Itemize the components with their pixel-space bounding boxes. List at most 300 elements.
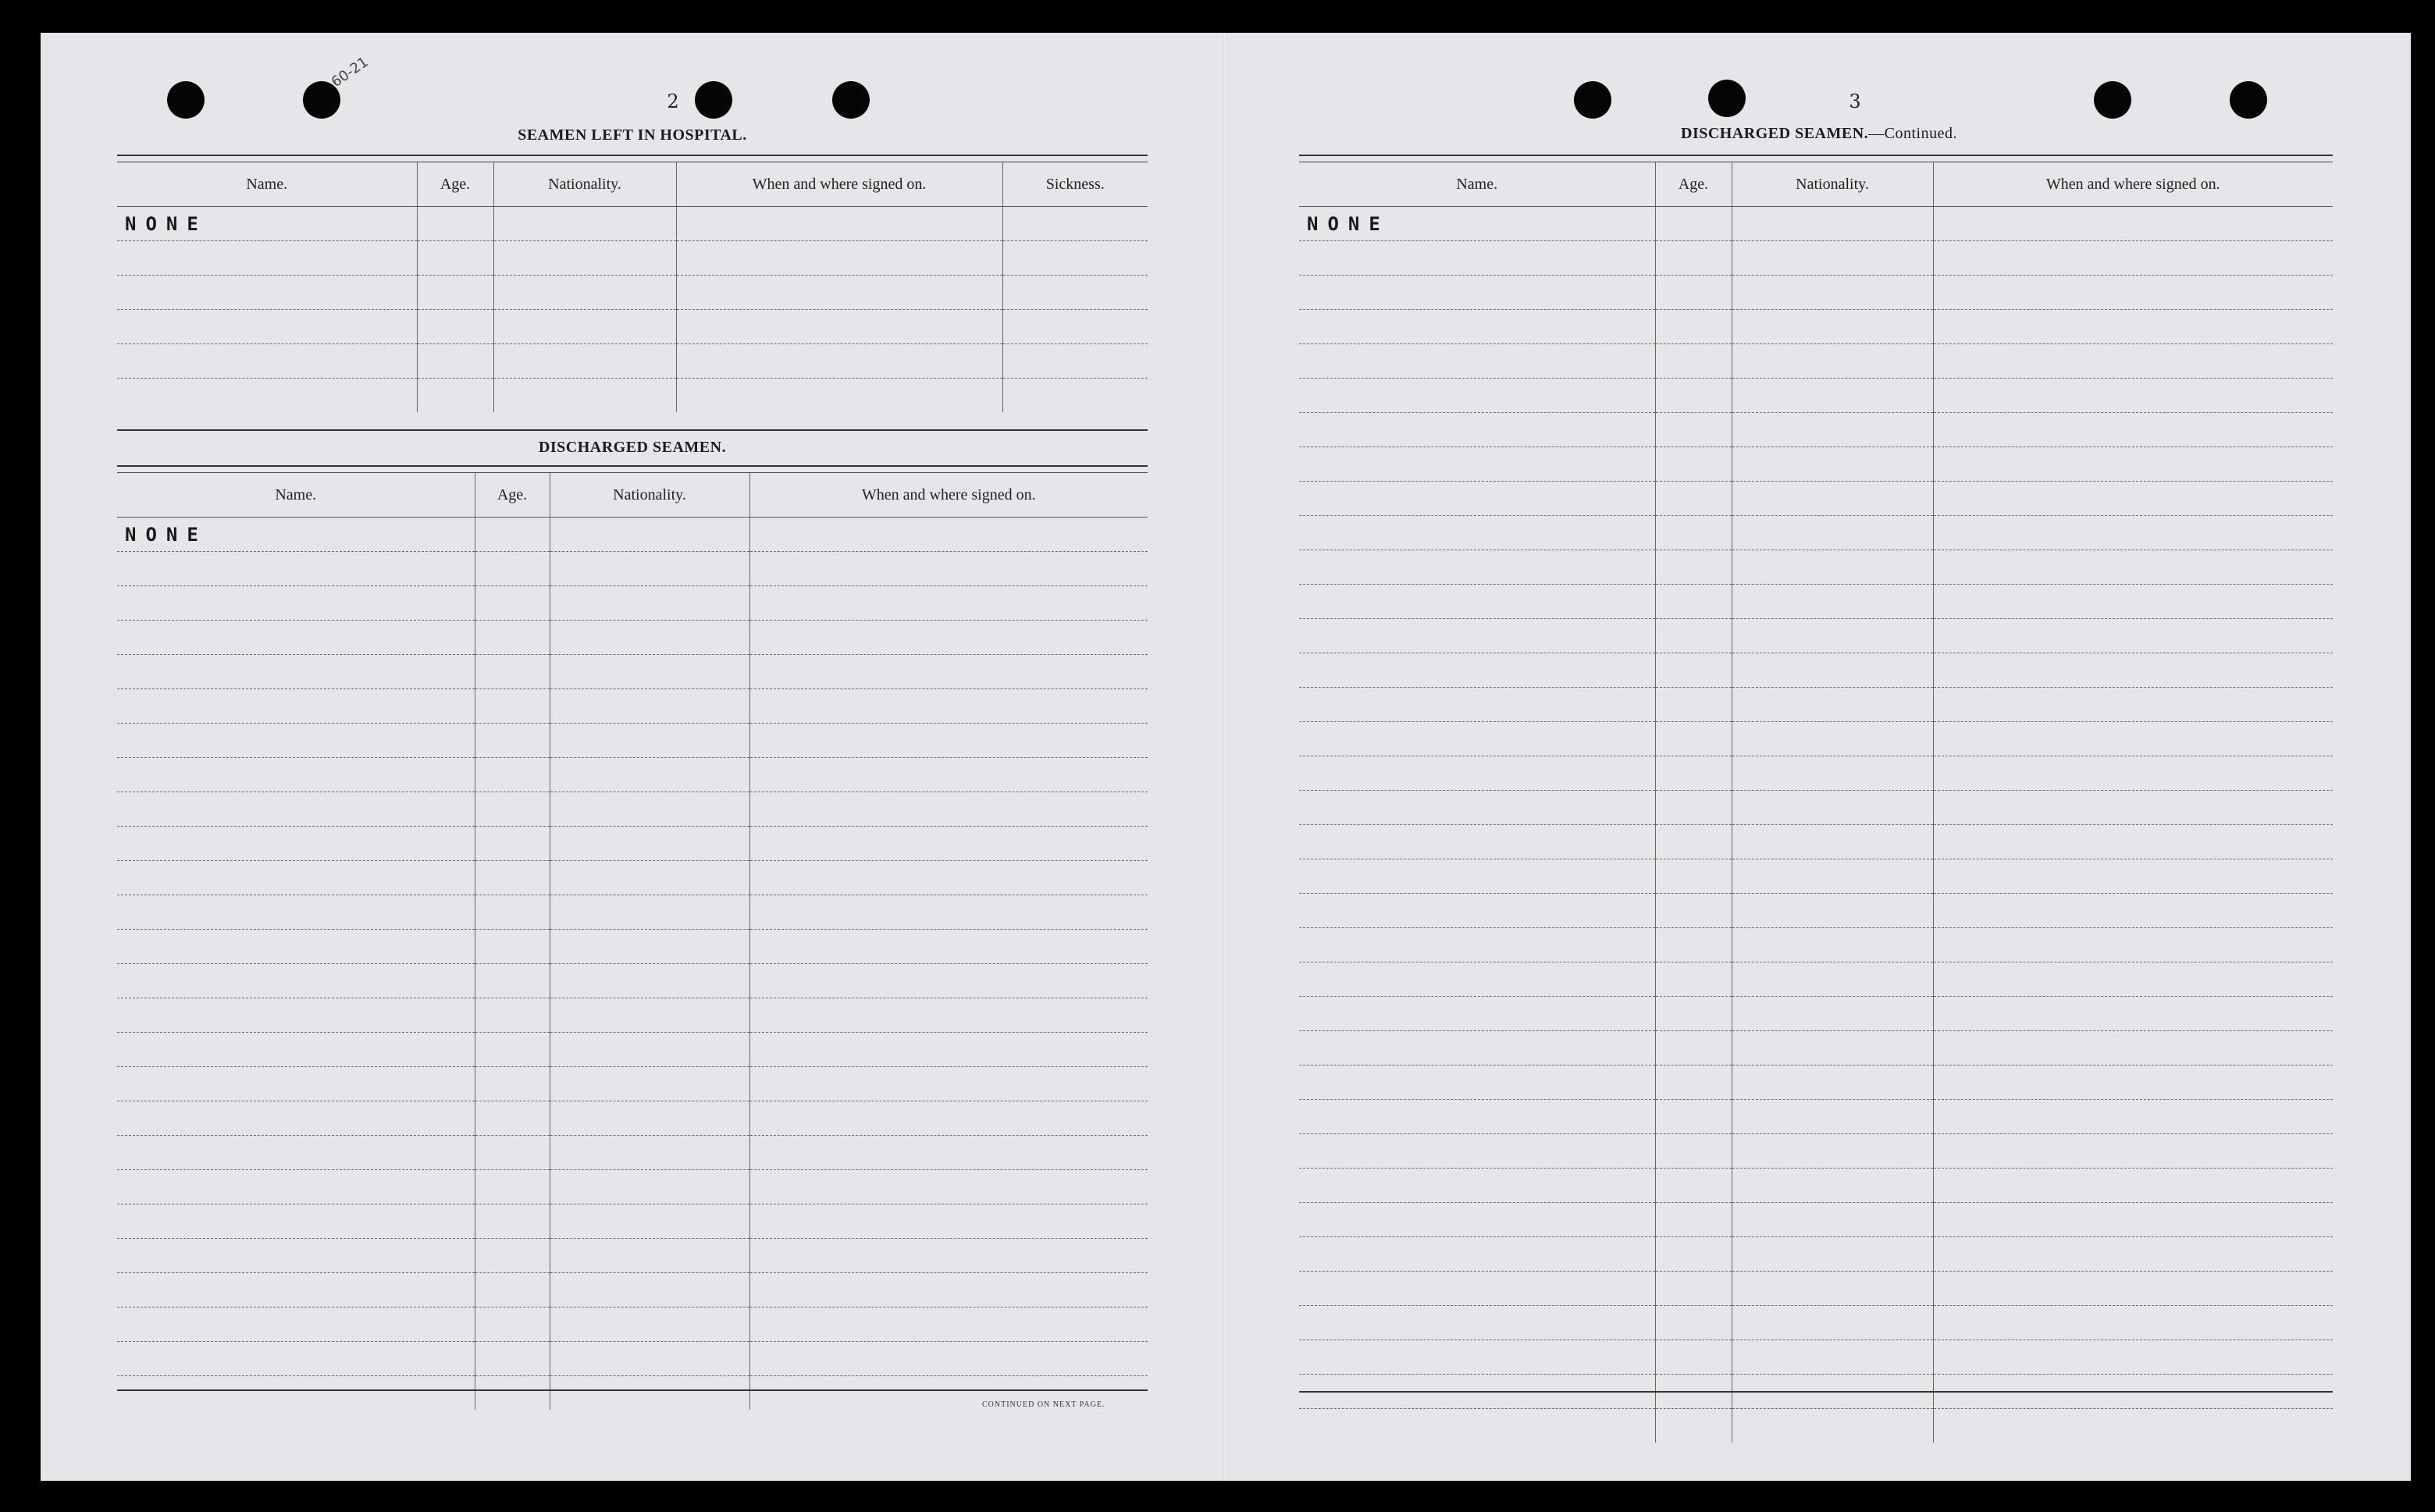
- table-cell: [493, 276, 676, 310]
- table-cell: [676, 379, 1002, 413]
- table-cell: [749, 964, 1148, 998]
- table-cell: [749, 1033, 1148, 1067]
- section-rule: [117, 155, 1148, 162]
- table-cell: [1732, 207, 1933, 241]
- table-cell: [1732, 516, 1933, 550]
- table-row: [1299, 1272, 2333, 1306]
- table-cell: [1655, 1066, 1732, 1100]
- table-cell: [117, 1136, 475, 1170]
- page-number: 3: [1849, 91, 1861, 112]
- table-cell: [1299, 722, 1655, 756]
- table-cell: [550, 827, 749, 861]
- table-cell: [749, 1204, 1148, 1239]
- table-row: [1299, 516, 2333, 550]
- table-row: [1299, 688, 2333, 722]
- table-row: [1299, 756, 2333, 791]
- table-cell: [1933, 241, 2333, 276]
- table-cell: [1732, 1031, 1933, 1066]
- table-cell: [117, 861, 475, 895]
- table-cell: [1655, 1169, 1732, 1203]
- table-cell: [550, 964, 749, 998]
- table-row: [1299, 928, 2333, 962]
- table-row: [117, 1170, 1148, 1204]
- table-cell: [117, 586, 475, 621]
- table-cell: [1655, 585, 1732, 619]
- table-cell: [1933, 1134, 2333, 1169]
- table-row: [1299, 482, 2333, 516]
- table-row: [117, 998, 1148, 1033]
- table-cell: [749, 792, 1148, 827]
- table-cell: [1299, 585, 1655, 619]
- table-cell: [1933, 585, 2333, 619]
- table-row: [117, 344, 1148, 379]
- table-cell: [1299, 791, 1655, 825]
- table-cell: [475, 1307, 550, 1342]
- table-row: [117, 895, 1148, 930]
- table-cell: [1299, 1409, 1655, 1443]
- section-rule: [117, 465, 1148, 473]
- table-cell: [1655, 962, 1732, 997]
- table-cell: [117, 1204, 475, 1239]
- table-cell: [749, 895, 1148, 930]
- table-cell: [749, 998, 1148, 1033]
- column-header-name: Name.: [1299, 162, 1655, 207]
- hospital-section-title: SEAMEN LEFT IN HOSPITAL.: [518, 126, 747, 144]
- column-header-age: Age.: [1655, 162, 1732, 207]
- table-cell: [1933, 859, 2333, 894]
- table-cell: [749, 827, 1148, 861]
- table-cell: [475, 1204, 550, 1239]
- table-row: [117, 518, 1148, 552]
- table-cell: [1933, 516, 2333, 550]
- table-cell: [417, 344, 493, 379]
- table-row: [117, 1067, 1148, 1101]
- table-cell: [1299, 1272, 1655, 1306]
- table-cell: [550, 758, 749, 792]
- continued-note: CONTINUED ON NEXT PAGE.: [982, 1400, 1105, 1409]
- table-cell: [749, 1342, 1148, 1376]
- table-row: [117, 689, 1148, 724]
- table-cell: [550, 861, 749, 895]
- table-cell: [1655, 447, 1732, 482]
- table-cell: [1655, 722, 1732, 756]
- table-cell: [550, 1307, 749, 1342]
- table-cell: [550, 895, 749, 930]
- table-row: [1299, 1169, 2333, 1203]
- table-row: [1299, 1203, 2333, 1237]
- table-cell: [1655, 550, 1732, 585]
- table-row: [1299, 962, 2333, 997]
- table-cell: [1732, 619, 1933, 653]
- table-cell: [1299, 1066, 1655, 1100]
- table-cell: [1732, 1237, 1933, 1272]
- table-cell: [475, 964, 550, 998]
- table-cell: [1732, 447, 1933, 482]
- table-cell: [117, 1273, 475, 1307]
- table-cell: [1655, 619, 1732, 653]
- table-cell: [117, 689, 475, 724]
- table-cell: [1655, 241, 1732, 276]
- table-cell: [1655, 791, 1732, 825]
- table-cell: [493, 207, 676, 241]
- table-cell: [1299, 550, 1655, 585]
- table-cell: [749, 1136, 1148, 1170]
- table-cell: [1655, 1306, 1732, 1340]
- table-cell: [1933, 1409, 2333, 1443]
- table-row: [1299, 550, 2333, 585]
- table-cell: [1933, 1203, 2333, 1237]
- table-cell: [475, 758, 550, 792]
- table-row: [1299, 1237, 2333, 1272]
- table-cell: [1933, 379, 2333, 413]
- table-cell: [117, 621, 475, 655]
- discharged-continued-title: [1299, 125, 2333, 143]
- table-row: [1299, 722, 2333, 756]
- table-row: [1299, 276, 2333, 310]
- table-cell: [117, 344, 417, 379]
- table-cell: [117, 1033, 475, 1067]
- table-cell: [1002, 344, 1148, 379]
- table-cell: [1655, 207, 1732, 241]
- table-row: [117, 1342, 1148, 1376]
- left-page: [117, 33, 1148, 1481]
- table-cell: [1732, 1169, 1933, 1203]
- table-cell: [749, 758, 1148, 792]
- table-cell: [1933, 207, 2333, 241]
- table-row: [1299, 241, 2333, 276]
- table-cell: [550, 1376, 749, 1411]
- table-cell: [550, 1342, 749, 1376]
- table-cell: [1933, 997, 2333, 1031]
- table-cell: [1732, 653, 1933, 688]
- table-cell: [493, 379, 676, 413]
- table-cell: [676, 310, 1002, 344]
- table-cell: [1732, 1306, 1933, 1340]
- table-cell: [550, 518, 749, 552]
- table-cell: [676, 276, 1002, 310]
- discharged-continued-table: [1299, 162, 2333, 1443]
- table-cell: [1732, 1409, 1933, 1443]
- table-cell: [1655, 1409, 1732, 1443]
- table-cell: [475, 861, 550, 895]
- table-cell: [475, 621, 550, 655]
- column-header-signed-on: When and where signed on.: [676, 162, 1002, 207]
- table-cell: [1732, 1066, 1933, 1100]
- table-cell: [117, 379, 417, 413]
- table-cell: [1732, 1272, 1933, 1306]
- table-row: [117, 1101, 1148, 1136]
- table-row: [1299, 997, 2333, 1031]
- table-cell: [1655, 344, 1732, 379]
- table-cell: [475, 930, 550, 964]
- column-header-name: Name.: [117, 473, 475, 518]
- table-cell: [1732, 928, 1933, 962]
- table-cell: [1655, 379, 1732, 413]
- table-row: [1299, 1409, 2333, 1443]
- table-cell: [475, 827, 550, 861]
- table-cell: [1655, 756, 1732, 791]
- table-cell: [749, 1101, 1148, 1136]
- column-header-signed-on: When and where signed on.: [749, 473, 1148, 518]
- table-cell: [1002, 276, 1148, 310]
- table-cell: [1933, 550, 2333, 585]
- table-cell: [1933, 1237, 2333, 1272]
- table-cell: [1655, 482, 1732, 516]
- title-continued: —Continued.: [1868, 125, 1957, 142]
- table-cell: [1933, 722, 2333, 756]
- table-cell: [1655, 894, 1732, 928]
- table-cell: [1299, 1340, 1655, 1375]
- table-cell: [1933, 1272, 2333, 1306]
- page-number: 2: [667, 91, 679, 112]
- table-cell: [550, 586, 749, 621]
- table-cell: [417, 379, 493, 413]
- table-cell: [1933, 688, 2333, 722]
- table-cell: [1933, 310, 2333, 344]
- table-row: [117, 930, 1148, 964]
- table-row: [1299, 413, 2333, 447]
- table-cell: [550, 1273, 749, 1307]
- table-row: [117, 655, 1148, 689]
- table-cell: [1732, 241, 1933, 276]
- table-cell: [117, 655, 475, 689]
- table-cell: [1655, 1340, 1732, 1375]
- table-cell: [1299, 619, 1655, 653]
- table-row: [1299, 894, 2333, 928]
- table-cell: [1655, 688, 1732, 722]
- typed-entry: NONE: [1299, 207, 1655, 241]
- table-row: [117, 621, 1148, 655]
- table-cell: [749, 621, 1148, 655]
- table-cell: [117, 276, 417, 310]
- table-cell: [1933, 619, 2333, 653]
- handwritten-annotation: 60-21: [328, 53, 372, 91]
- table-row: [117, 1239, 1148, 1273]
- table-cell: [1299, 825, 1655, 859]
- table-cell: [1732, 482, 1933, 516]
- table-cell: [1655, 413, 1732, 447]
- table-cell: [417, 276, 493, 310]
- table-cell: [550, 1067, 749, 1101]
- table-row: [1299, 344, 2333, 379]
- table-cell: [1299, 859, 1655, 894]
- table-cell: [749, 518, 1148, 552]
- table-cell: [117, 1239, 475, 1273]
- table-row: [117, 964, 1148, 998]
- table-cell: [475, 895, 550, 930]
- table-cell: [1002, 379, 1148, 413]
- table-cell: [117, 792, 475, 827]
- column-header-sickness: Sickness.: [1002, 162, 1148, 207]
- table-cell: [1299, 516, 1655, 550]
- table-cell: [1655, 1100, 1732, 1134]
- table-cell: [1299, 447, 1655, 482]
- table-cell: [1655, 928, 1732, 962]
- table-cell: [1732, 1203, 1933, 1237]
- table-cell: [1299, 928, 1655, 962]
- table-cell: [1002, 310, 1148, 344]
- table-cell: [1299, 344, 1655, 379]
- table-cell: [1732, 722, 1933, 756]
- table-cell: [1655, 653, 1732, 688]
- table-cell: [1655, 1203, 1732, 1237]
- table-cell: [1655, 859, 1732, 894]
- table-cell: [676, 207, 1002, 241]
- table-cell: [1299, 276, 1655, 310]
- table-row: [117, 552, 1148, 586]
- table-cell: [417, 241, 493, 276]
- table-cell: [749, 1067, 1148, 1101]
- table-row: [1299, 585, 2333, 619]
- table-cell: [550, 689, 749, 724]
- table-row: [117, 1273, 1148, 1307]
- table-row: [117, 1204, 1148, 1239]
- right-page: [1299, 33, 2333, 1481]
- table-cell: [117, 1101, 475, 1136]
- column-header-signed-on: When and where signed on.: [1933, 162, 2333, 207]
- table-row: [1299, 1340, 2333, 1375]
- table-cell: [117, 1307, 475, 1342]
- table-row: [117, 276, 1148, 310]
- table-row: [1299, 859, 2333, 894]
- table-cell: [475, 655, 550, 689]
- table-cell: [550, 1204, 749, 1239]
- table-cell: [1732, 962, 1933, 997]
- table-cell: [1732, 310, 1933, 344]
- table-cell: [117, 998, 475, 1033]
- table-cell: [117, 241, 417, 276]
- table-row: [117, 1307, 1148, 1342]
- table-cell: [475, 1239, 550, 1273]
- table-cell: [1655, 997, 1732, 1031]
- table-cell: [1299, 756, 1655, 791]
- table-row: [1299, 1134, 2333, 1169]
- title-text: DISCHARGED SEAMEN.: [1681, 125, 1869, 142]
- table-cell: [749, 586, 1148, 621]
- table-cell: [475, 1342, 550, 1376]
- table-row: [1299, 310, 2333, 344]
- table-cell: [1655, 310, 1732, 344]
- table-row: [117, 1136, 1148, 1170]
- table-cell: [1655, 1237, 1732, 1272]
- table-row: [1299, 619, 2333, 653]
- table-row: [117, 724, 1148, 758]
- table-cell: [550, 1136, 749, 1170]
- table-cell: [117, 827, 475, 861]
- table-cell: [475, 518, 550, 552]
- table-cell: [1933, 344, 2333, 379]
- table-row: [117, 792, 1148, 827]
- discharged-table: [117, 473, 1148, 1410]
- table-cell: [1732, 550, 1933, 585]
- table-cell: [1299, 1134, 1655, 1169]
- table-cell: [475, 792, 550, 827]
- table-cell: [1732, 894, 1933, 928]
- table-row: [117, 827, 1148, 861]
- table-cell: [1655, 1134, 1732, 1169]
- table-cell: [1299, 1031, 1655, 1066]
- table-cell: [1655, 276, 1732, 310]
- table-cell: [1933, 1340, 2333, 1375]
- table-row: [1299, 825, 2333, 859]
- table-cell: [475, 1033, 550, 1067]
- table-cell: [117, 930, 475, 964]
- table-cell: [1732, 344, 1933, 379]
- table-row: [117, 1033, 1148, 1067]
- table-cell: [117, 1170, 475, 1204]
- table-row: [1299, 1066, 2333, 1100]
- table-cell: [1655, 1272, 1732, 1306]
- table-cell: [1299, 413, 1655, 447]
- table-cell: [117, 964, 475, 998]
- table-cell: [1299, 310, 1655, 344]
- table-cell: [1933, 1169, 2333, 1203]
- table-cell: [749, 1239, 1148, 1273]
- table-cell: [1299, 688, 1655, 722]
- hospital-table: [117, 162, 1148, 412]
- section-rule: [1299, 1391, 2333, 1393]
- table-cell: [1299, 1237, 1655, 1272]
- column-header-nationality: Nationality.: [1732, 162, 1933, 207]
- table-cell: [417, 207, 493, 241]
- table-cell: [1299, 1306, 1655, 1340]
- column-header-nationality: Nationality.: [493, 162, 676, 207]
- table-cell: [1655, 1031, 1732, 1066]
- table-cell: [1655, 825, 1732, 859]
- table-row: [117, 758, 1148, 792]
- table-cell: [1299, 962, 1655, 997]
- table-cell: [1732, 1134, 1933, 1169]
- table-cell: [550, 930, 749, 964]
- table-cell: [550, 655, 749, 689]
- column-header-nationality: Nationality.: [550, 473, 749, 518]
- table-cell: [550, 1033, 749, 1067]
- table-cell: [475, 689, 550, 724]
- section-rule: [1299, 155, 2333, 162]
- section-rule: [117, 1389, 1148, 1391]
- discharged-section-title: DISCHARGED SEAMEN.: [538, 439, 727, 456]
- table-cell: [117, 552, 475, 586]
- table-cell: [1299, 653, 1655, 688]
- table-cell: [1933, 1100, 2333, 1134]
- table-cell: [1732, 997, 1933, 1031]
- table-cell: [550, 552, 749, 586]
- table-cell: [1299, 997, 1655, 1031]
- table-cell: [749, 724, 1148, 758]
- table-cell: [1299, 1100, 1655, 1134]
- table-cell: [1732, 585, 1933, 619]
- table-cell: [475, 552, 550, 586]
- table-row: [1299, 447, 2333, 482]
- table-cell: [475, 1273, 550, 1307]
- table-row: [1299, 1100, 2333, 1134]
- table-cell: [493, 310, 676, 344]
- table-cell: [1732, 825, 1933, 859]
- table-cell: [117, 310, 417, 344]
- table-cell: [1933, 482, 2333, 516]
- table-cell: [749, 552, 1148, 586]
- table-cell: [550, 621, 749, 655]
- table-cell: [493, 241, 676, 276]
- table-cell: [1732, 791, 1933, 825]
- table-cell: [1299, 379, 1655, 413]
- typed-entry: NONE: [117, 518, 475, 552]
- table-cell: [676, 344, 1002, 379]
- column-header-age: Age.: [475, 473, 550, 518]
- table-cell: [749, 930, 1148, 964]
- table-cell: [1299, 241, 1655, 276]
- table-row: [1299, 791, 2333, 825]
